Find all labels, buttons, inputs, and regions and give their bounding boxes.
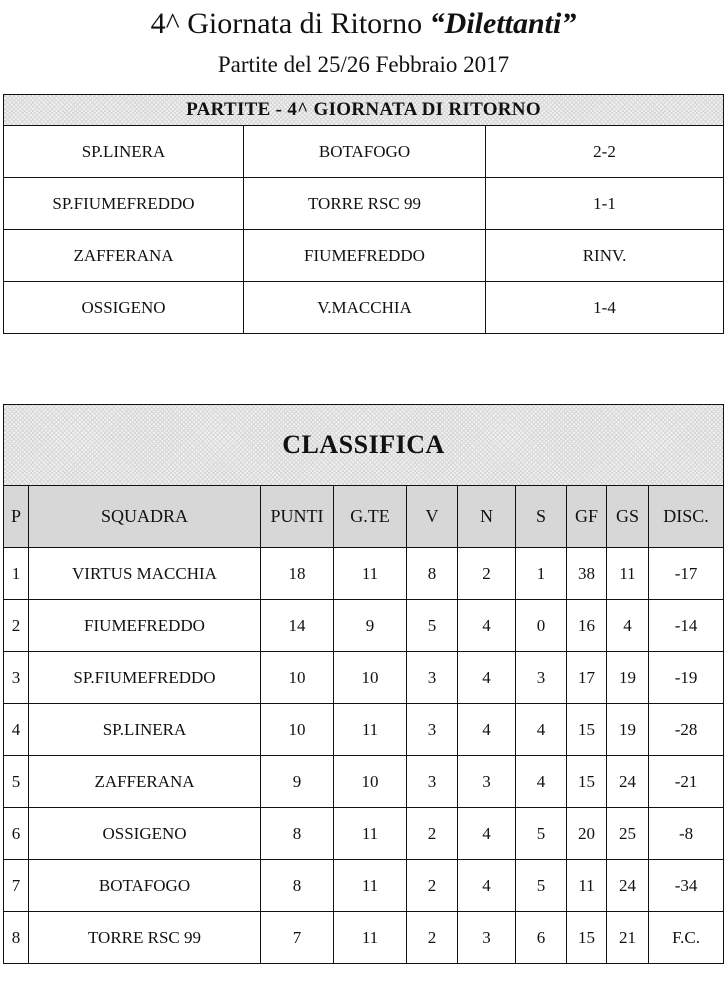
losses-cell: 4 — [516, 756, 567, 808]
match-home-team: OSSIGENO — [4, 282, 244, 334]
points-cell: 10 — [261, 704, 334, 756]
wins-cell: 3 — [407, 652, 458, 704]
goals-against-cell: 19 — [607, 652, 649, 704]
goals-for-cell: 15 — [567, 756, 607, 808]
match-result: RINV. — [486, 230, 724, 282]
wins-cell: 2 — [407, 860, 458, 912]
position-cell: 8 — [4, 912, 29, 964]
match-row — [4, 282, 724, 334]
draws-cell: 4 — [458, 808, 516, 860]
points-cell: 9 — [261, 756, 334, 808]
goals-for-cell: 15 — [567, 912, 607, 964]
team-cell: SP.LINERA — [29, 704, 261, 756]
standings-title-row — [4, 405, 724, 486]
match-away-team: TORRE RSC 99 — [244, 178, 486, 230]
games-cell: 9 — [334, 600, 407, 652]
draws-cell: 3 — [458, 912, 516, 964]
draws-cell: 4 — [458, 600, 516, 652]
goals-against-cell: 24 — [607, 860, 649, 912]
points-cell: 10 — [261, 652, 334, 704]
position-cell: 5 — [4, 756, 29, 808]
page-title-emphasis: “Dilettanti” — [429, 7, 577, 40]
team-cell: TORRE RSC 99 — [29, 912, 261, 964]
discipline-cell: -19 — [649, 652, 724, 704]
points-cell: 8 — [261, 860, 334, 912]
discipline-cell: -17 — [649, 548, 724, 600]
points-cell: 7 — [261, 912, 334, 964]
match-home-team: SP.FIUMEFREDDO — [4, 178, 244, 230]
discipline-cell: -28 — [649, 704, 724, 756]
column-header-team: SQUADRA — [29, 486, 261, 548]
page-title — [0, 6, 727, 42]
discipline-cell: -21 — [649, 756, 724, 808]
goals-for-cell: 17 — [567, 652, 607, 704]
page-subtitle: Partite del 25/26 Febbraio 2017 — [217, 52, 510, 77]
losses-cell: 1 — [516, 548, 567, 600]
team-cell: BOTAFOGO — [29, 860, 261, 912]
match-result: 2-2 — [486, 126, 724, 178]
draws-cell: 4 — [458, 860, 516, 912]
match-row — [4, 126, 724, 178]
column-header-draws: N — [458, 486, 516, 548]
wins-cell: 8 — [407, 548, 458, 600]
wins-cell: 2 — [407, 912, 458, 964]
goals-for-cell: 38 — [567, 548, 607, 600]
losses-cell: 0 — [516, 600, 567, 652]
draws-cell: 3 — [458, 756, 516, 808]
games-cell: 11 — [334, 912, 407, 964]
standings-row — [4, 600, 724, 652]
position-cell: 4 — [4, 704, 29, 756]
match-result: 1-1 — [486, 178, 724, 230]
games-cell: 10 — [334, 652, 407, 704]
games-cell: 11 — [334, 860, 407, 912]
points-cell: 14 — [261, 600, 334, 652]
standings-row — [4, 756, 724, 808]
match-away-team: V.MACCHIA — [244, 282, 486, 334]
points-cell: 18 — [261, 548, 334, 600]
draws-cell: 4 — [458, 652, 516, 704]
standings-title: CLASSIFICA — [4, 405, 724, 486]
draws-cell: 4 — [458, 704, 516, 756]
losses-cell: 4 — [516, 704, 567, 756]
discipline-cell: -8 — [649, 808, 724, 860]
matches-table — [3, 94, 724, 334]
games-cell: 10 — [334, 756, 407, 808]
wins-cell: 5 — [407, 600, 458, 652]
team-cell: VIRTUS MACCHIA — [29, 548, 261, 600]
goals-against-cell: 11 — [607, 548, 649, 600]
match-home-team: SP.LINERA — [4, 126, 244, 178]
match-away-team: FIUMEFREDDO — [244, 230, 486, 282]
team-cell: OSSIGENO — [29, 808, 261, 860]
matches-title: PARTITE - 4^ GIORNATA DI RITORNO — [4, 95, 724, 126]
goals-against-cell: 4 — [607, 600, 649, 652]
column-header-goals-against: GS — [607, 486, 649, 548]
games-cell: 11 — [334, 704, 407, 756]
wins-cell: 2 — [407, 808, 458, 860]
standings-row — [4, 808, 724, 860]
position-cell: 1 — [4, 548, 29, 600]
column-header-goals-for: GF — [567, 486, 607, 548]
goals-for-cell: 20 — [567, 808, 607, 860]
page-title-main: 4^ Giornata di Ritorno — [150, 7, 430, 40]
matches-header-row — [4, 95, 724, 126]
standings-table — [3, 404, 724, 964]
position-cell: 7 — [4, 860, 29, 912]
goals-against-cell: 21 — [607, 912, 649, 964]
games-cell: 11 — [334, 808, 407, 860]
standings-row — [4, 548, 724, 600]
column-header-position: P — [4, 486, 29, 548]
discipline-cell: -34 — [649, 860, 724, 912]
position-cell: 2 — [4, 600, 29, 652]
goals-for-cell: 11 — [567, 860, 607, 912]
match-row — [4, 230, 724, 282]
column-header-wins: V — [407, 486, 458, 548]
position-cell: 6 — [4, 808, 29, 860]
column-header-losses: S — [516, 486, 567, 548]
standings-row — [4, 860, 724, 912]
match-row — [4, 178, 724, 230]
goals-for-cell: 16 — [567, 600, 607, 652]
column-header-games: G.TE — [334, 486, 407, 548]
team-cell: ZAFFERANA — [29, 756, 261, 808]
losses-cell: 5 — [516, 808, 567, 860]
team-cell: SP.FIUMEFREDDO — [29, 652, 261, 704]
standings-row — [4, 704, 724, 756]
points-cell: 8 — [261, 808, 334, 860]
standings-column-header-row — [4, 486, 724, 548]
goals-against-cell: 24 — [607, 756, 649, 808]
draws-cell: 2 — [458, 548, 516, 600]
discipline-cell: F.C. — [649, 912, 724, 964]
losses-cell: 3 — [516, 652, 567, 704]
goals-against-cell: 19 — [607, 704, 649, 756]
match-home-team: ZAFFERANA — [4, 230, 244, 282]
column-header-points: PUNTI — [261, 486, 334, 548]
discipline-cell: -14 — [649, 600, 724, 652]
standings-row — [4, 912, 724, 964]
position-cell: 3 — [4, 652, 29, 704]
standings-row — [4, 652, 724, 704]
goals-for-cell: 15 — [567, 704, 607, 756]
games-cell: 11 — [334, 548, 407, 600]
match-away-team: BOTAFOGO — [244, 126, 486, 178]
losses-cell: 6 — [516, 912, 567, 964]
goals-against-cell: 25 — [607, 808, 649, 860]
team-cell: FIUMEFREDDO — [29, 600, 261, 652]
losses-cell: 5 — [516, 860, 567, 912]
column-header-discipline: DISC. — [649, 486, 724, 548]
wins-cell: 3 — [407, 704, 458, 756]
wins-cell: 3 — [407, 756, 458, 808]
match-result: 1-4 — [486, 282, 724, 334]
